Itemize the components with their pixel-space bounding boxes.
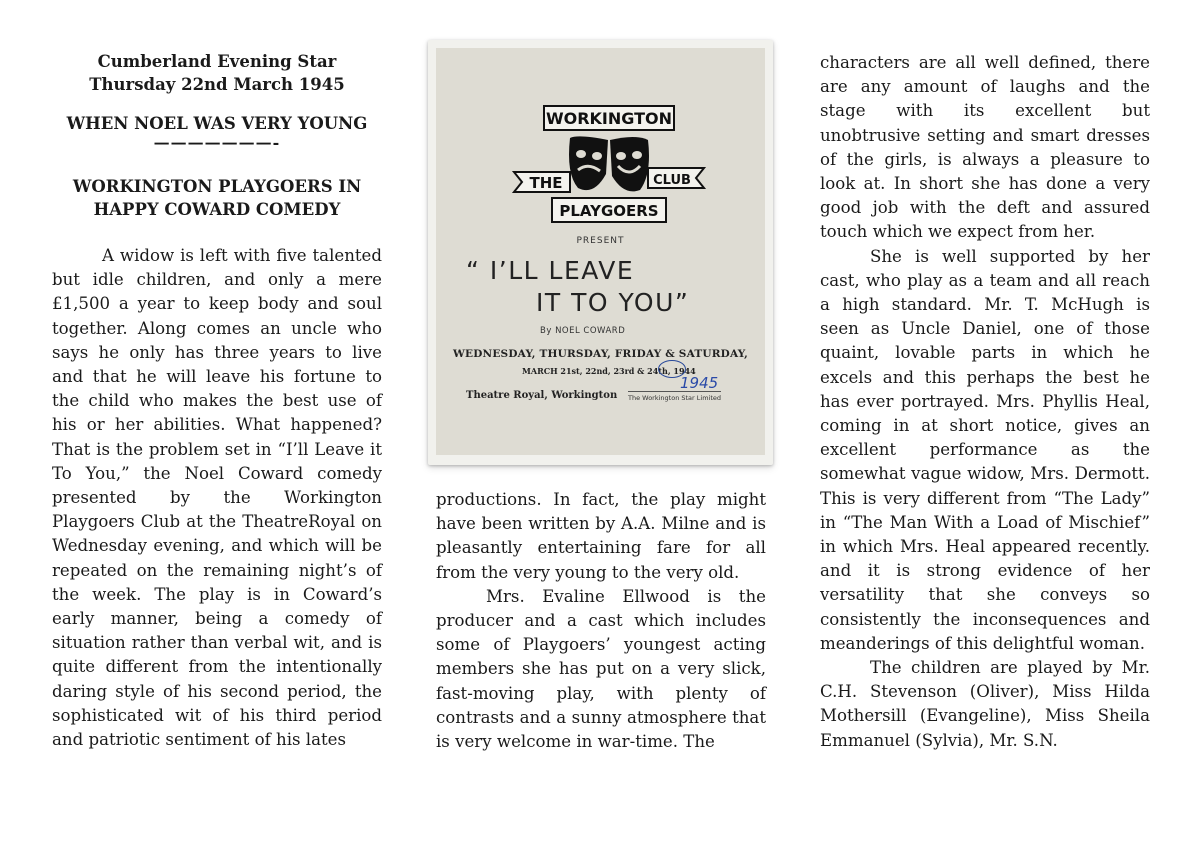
logo-right-text: CLUB xyxy=(653,173,691,188)
logo-left-text: THE xyxy=(529,174,563,192)
paragraph-4: characters are all well defined, there are any amount of laughs and the stage with its excellent but unobtrusive setting and smart dresses of the girls, is always a pleasure to look at. In short she has done a very good job with the deft and assured touch which we expect from her. xyxy=(820,53,1150,242)
play-title-line-1: “ I’LL LEAVE xyxy=(466,256,635,285)
column-3 xyxy=(820,51,1150,753)
headline: WHEN NOEL WAS VERY YOUNG xyxy=(66,114,368,133)
venue: Theatre Royal, Workington xyxy=(466,390,618,401)
performance-days: WEDNESDAY, THURSDAY, FRIDAY & SATURDAY, xyxy=(453,348,748,360)
paragraph-6: The children are played by Mr. C.H. Stevenson (Oliver), Miss Hilda Mothersill (Evangeline), Miss Sheila Emmanuel (Sylvia), Mr. S.N. xyxy=(820,658,1150,750)
subheadline-line-2: HAPPY COWARD COMEDY xyxy=(93,200,341,219)
present-label: PRESENT xyxy=(576,236,625,246)
newspaper-name: Cumberland Evening Star xyxy=(97,52,337,71)
column-1 xyxy=(52,44,382,752)
column-2 xyxy=(436,0,766,754)
paragraph-3: Mrs. Evaline Ellwood is the producer and a cast which includes some of Playgoers’ youngest acting members she has put on a very slick, fast-moving play, with plenty of contrasts and a sunny atmosphere that is very welcome in war-time. The xyxy=(436,586,766,752)
article-date: Thursday 22nd March 1945 xyxy=(89,75,345,94)
paragraph-5: She is well supported by her cast, who play as a team and all reach a high standard. Mr. T. McHugh is seen as Uncle Daniel, one of those quaint, lovable parts in which he excels and this perhaps the best he has ever portrayed. Mrs. Phyllis Heal, coming in at short notice, gives an excellent performance as the somewhat vague widow, Mrs. Dermott. This is very different from “The Lady” in “The Man With a Load of Mischief” in which Mrs. Heal appeared recently. and it is strong evidence of her versatility that she conveys so consistently the inconsequences and meanderings of this delightful woman. xyxy=(820,246,1150,653)
performance-dates: MARCH 21st, 22nd, 23rd & 24th, 1944 xyxy=(522,366,696,376)
logo-top-text: WORKINGTON xyxy=(545,109,673,128)
paragraph-2: productions. In fact, the play might have been written by A.A. Milne and is pleasantly entertaining fare for all from the very young to the very old. xyxy=(436,490,766,582)
author-credit: By NOEL COWARD xyxy=(540,326,626,336)
paragraph-1: A widow is left with five talented but idle children, and only a mere £1,500 a year to keep body and soul together. Along comes an uncle who says he only has three years to live and that he will leave his fortune to the child who makes the best use of his or her abilities. What happened? That is the problem set in “I’ll Leave it To You,” the Noel Coward comedy presented by the Workington Playgoers Club at the TheatreRoyal on Wednesday evening, and which will be repeated on the remaining night’s of the week. The play is in Coward’s early manner, being a comedy of situation rather than verbal wit, and is quite different from the intentionally daring style of his second period, the sophisticated wit of his third period and patriotic sentiment of his lates xyxy=(52,246,382,750)
printer-credit: The Workington Star Limited xyxy=(628,391,721,402)
logo-bottom-text: PLAYGOERS xyxy=(559,202,659,220)
play-title-line-2: IT TO YOU” xyxy=(536,288,690,317)
handwritten-year: 1945 xyxy=(680,374,719,392)
headline-rule: ———————- xyxy=(153,133,281,152)
subheadline-line-1: WORKINGTON PLAYGOERS IN xyxy=(72,177,362,196)
